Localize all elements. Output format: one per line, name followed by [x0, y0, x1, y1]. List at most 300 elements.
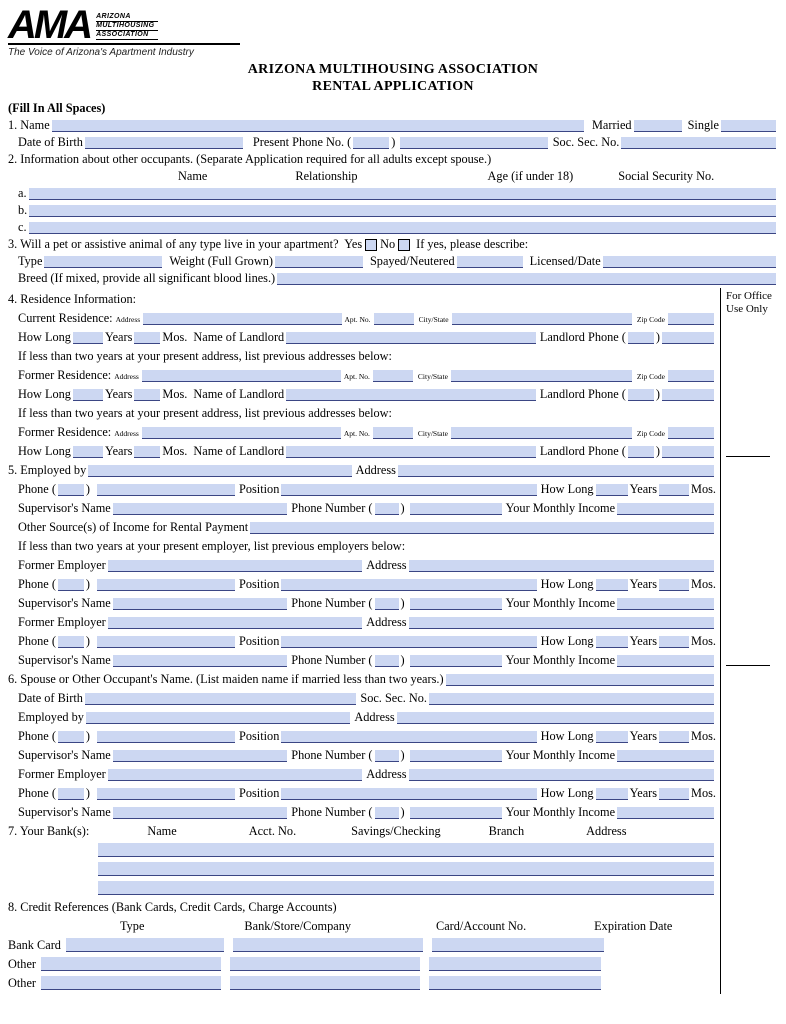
spouse-work-area-field[interactable]: [58, 731, 84, 743]
credit-heading-line: [8, 896, 716, 915]
current-citystate-field[interactable]: [452, 313, 632, 325]
bank-col-acct-label: Acct. No.: [248, 824, 297, 838]
label: ): [400, 748, 405, 762]
occupant-c-label: c.: [18, 220, 27, 234]
former-emp1-area-field[interactable]: [58, 579, 84, 591]
current-residence-line: [8, 307, 716, 326]
fill-in-line: [8, 99, 778, 116]
office-use-column: [720, 288, 778, 994]
former2-phone-line: [8, 630, 716, 649]
citystate-small-label: City/State: [418, 315, 449, 324]
former-emp2-area-field[interactable]: [58, 636, 84, 648]
ama-logo-top: [8, 3, 240, 47]
employer-line: [8, 459, 716, 478]
employ-months-field[interactable]: [659, 484, 689, 496]
spouse-dob-line: [8, 687, 716, 706]
former2-zip-field[interactable]: [668, 427, 714, 439]
spouse-employer-field[interactable]: [86, 712, 350, 724]
bankcard-company-field[interactable]: [233, 938, 423, 952]
work-phone-line: [8, 478, 716, 497]
occupant-a-label: a.: [18, 186, 27, 200]
ssn-label: Soc. Sec. No.: [552, 135, 620, 149]
label: ): [400, 653, 405, 667]
former2-supervisor-line: [8, 649, 716, 668]
former-employer2-field[interactable]: [108, 617, 363, 629]
address-label: Address: [366, 558, 407, 572]
occupant-b-line: [8, 201, 778, 218]
years-label: Years: [104, 387, 133, 401]
landlord-phone-label: Landlord Phone (: [539, 330, 626, 344]
phone-label: Phone (: [18, 634, 56, 648]
spouse-supervisor-field[interactable]: [113, 750, 288, 762]
bank-row-1: [8, 839, 716, 858]
former-residence-label: Former Residence:: [18, 425, 112, 439]
spouse-former-years-field[interactable]: [596, 788, 628, 800]
occupant-a-line: [8, 184, 778, 201]
former-residence-1-line: [8, 364, 716, 383]
other-label: Other: [8, 957, 36, 971]
monthly-income-label: Your Monthly Income: [505, 653, 616, 667]
spouse-former-sup-area-field[interactable]: [375, 807, 399, 819]
ssn-label: Soc. Sec. No.: [360, 691, 427, 705]
bankcard-type-field[interactable]: [66, 938, 224, 952]
current-landlord-area-field[interactable]: [628, 332, 654, 344]
present-phone-label: Present Phone No. (: [252, 135, 352, 149]
pet-describe-label: If yes, please describe:: [416, 237, 529, 251]
former-emp2-sup-phone-field[interactable]: [410, 655, 502, 667]
fill-all-spaces-label: (Fill In All Spaces): [8, 101, 106, 115]
label: ): [391, 135, 396, 149]
other-label: Other: [8, 976, 36, 990]
spouse-sup-phone-field[interactable]: [410, 750, 502, 762]
how-long-label: How Long: [18, 444, 71, 458]
pet-weight-label: Weight (Full Grown): [169, 254, 273, 268]
spouse-former-area-field[interactable]: [58, 788, 84, 800]
occupant-c-line: [8, 218, 778, 235]
current-address-field[interactable]: [143, 313, 341, 325]
spouse-former-sup-phone-field[interactable]: [410, 807, 502, 819]
how-long-label: How Long: [18, 330, 71, 344]
name-label: 1. Name: [8, 118, 50, 132]
label: ): [400, 501, 405, 515]
apt-small-label: Apt. No.: [343, 429, 370, 438]
zip-small-label: Zip Code: [636, 429, 665, 438]
former2-landlord-area-field[interactable]: [628, 446, 654, 458]
ssn-field[interactable]: [621, 137, 776, 149]
former2-months-field[interactable]: [134, 446, 160, 458]
months-label: Mos.: [691, 729, 716, 743]
monthly-income-label: Your Monthly Income: [505, 805, 616, 819]
work-phone-area-field[interactable]: [58, 484, 84, 496]
employed-by-label: Employed by: [18, 710, 84, 724]
former1-apt-field[interactable]: [373, 370, 413, 382]
pet-detail-line: [8, 252, 778, 269]
position-label: Position: [239, 577, 280, 591]
single-field[interactable]: [721, 120, 776, 132]
phone-number-field[interactable]: [400, 137, 547, 149]
pet-breed-field[interactable]: [277, 273, 776, 285]
married-field[interactable]: [634, 120, 682, 132]
residence-heading: 4. Residence Information:: [8, 292, 137, 306]
phone-area-field[interactable]: [353, 137, 389, 149]
phone-label: Phone (: [18, 482, 56, 496]
months-label: Mos.: [162, 444, 188, 458]
spouse-former-supervisor-field[interactable]: [113, 807, 288, 819]
former1-phone-line: [8, 573, 716, 592]
landlord-label: Name of Landlord: [193, 330, 285, 344]
banks-heading: 7. Your Bank(s):: [8, 824, 90, 838]
credit-other-row-2: [8, 972, 716, 991]
credit-col-account-label: Card/Account No.: [436, 919, 527, 933]
years-label: Years: [104, 330, 133, 344]
employed-by-label: 5. Employed by: [8, 463, 87, 477]
former-emp2-income-field[interactable]: [617, 655, 714, 667]
landlord-label: Name of Landlord: [193, 444, 285, 458]
other-income-line: [8, 516, 716, 535]
spouse-sup-area-field[interactable]: [375, 750, 399, 762]
monthly-income-label: Your Monthly Income: [505, 596, 616, 610]
spouse-former-income-field[interactable]: [617, 807, 714, 819]
spouse-former-employer-field[interactable]: [108, 769, 363, 781]
former-employer-1-line: [8, 554, 716, 573]
former-employer1-field[interactable]: [108, 560, 363, 572]
employer-field[interactable]: [88, 465, 351, 477]
former1-zip-field[interactable]: [668, 370, 714, 382]
current-months-field[interactable]: [134, 332, 160, 344]
bank-col-branch-label: Branch: [488, 824, 525, 838]
address-small-label: Address: [114, 429, 139, 438]
pet-breed-line: [8, 269, 778, 286]
former-emp1-position-field[interactable]: [281, 579, 536, 591]
current-residence-label: Current Residence:: [18, 311, 113, 325]
dob-label: Date of Birth: [18, 135, 83, 149]
months-label: Mos.: [691, 577, 716, 591]
occupant-b-field[interactable]: [29, 205, 776, 217]
bank-card-row: [8, 934, 716, 953]
pet-weight-field[interactable]: [275, 256, 363, 268]
label: ): [655, 330, 660, 344]
months-label: Mos.: [691, 482, 716, 496]
former1-landlord-area-field[interactable]: [628, 389, 654, 401]
spouse-name-field[interactable]: [446, 674, 714, 686]
name-field[interactable]: [52, 120, 584, 132]
banks-header-line: [8, 820, 716, 839]
spouse-dob-field[interactable]: [85, 693, 356, 705]
spouse-income-field[interactable]: [617, 750, 714, 762]
phone-label: Phone (: [18, 729, 56, 743]
top-lines: [8, 99, 778, 286]
spouse-ssn-field[interactable]: [429, 693, 714, 705]
former-residence-label: Former Residence:: [18, 368, 112, 382]
apt-small-label: Apt. No.: [344, 315, 371, 324]
spouse-heading: 6. Spouse or Other Occupant's Name. (List maiden name if married less than two years.): [8, 672, 444, 686]
occupant-c-field[interactable]: [29, 222, 776, 234]
spouse-supervisor-line: [8, 744, 716, 763]
ama-logo-sub-line: ARIZONA: [96, 13, 158, 22]
landlord-label: Name of Landlord: [193, 387, 285, 401]
label: ): [85, 786, 91, 800]
former-emp1-income-field[interactable]: [617, 598, 714, 610]
lower-form-area: [8, 288, 778, 994]
form-title: ARIZONA MULTIHOUSING ASSOCIATION: [247, 62, 539, 77]
former-emp2-months-field[interactable]: [659, 636, 689, 648]
other1-type-field[interactable]: [41, 957, 221, 971]
pet-question-label: 3. Will a pet or assistive animal of any type live in your apartment? Yes: [8, 237, 363, 251]
former2-apt-field[interactable]: [373, 427, 413, 439]
previous-address-note: If less than two years at your present address, list previous addresses below:: [18, 406, 392, 420]
bank-row-3: [8, 877, 716, 896]
phone-label: Phone (: [18, 577, 56, 591]
bank-row-2-field[interactable]: [98, 862, 714, 876]
label: ): [85, 482, 91, 496]
former1-address-field[interactable]: [142, 370, 341, 382]
office-entry-line: [726, 665, 770, 666]
label: ): [85, 729, 91, 743]
address-label: Address: [366, 615, 407, 629]
former-emp1-sup-area-field[interactable]: [375, 598, 399, 610]
spouse-employ-months-field[interactable]: [659, 731, 689, 743]
former2-landlord-field[interactable]: [286, 446, 536, 458]
former1-months-field[interactable]: [134, 389, 160, 401]
col-relationship-label: Relationship: [295, 169, 358, 183]
supervisor-name-field[interactable]: [113, 503, 288, 515]
col-name-label: Name: [178, 169, 208, 183]
how-long-label: How Long: [540, 577, 594, 591]
former2-howlong-line: [8, 440, 716, 459]
former-emp1-phone-field[interactable]: [97, 579, 235, 591]
spouse-former-phone-field[interactable]: [97, 788, 235, 800]
spouse-name-line: [8, 668, 716, 687]
credit-header-line: [8, 915, 716, 934]
former-emp1-supervisor-field[interactable]: [113, 598, 288, 610]
spouse-former-supervisor-line: [8, 801, 716, 820]
former-emp1-months-field[interactable]: [659, 579, 689, 591]
former1-supervisor-line: [8, 592, 716, 611]
credit-col-type-label: Type: [120, 919, 145, 933]
pet-type-field[interactable]: [44, 256, 162, 268]
bank-row-3-field[interactable]: [98, 881, 714, 895]
pet-no-label: No: [380, 237, 396, 251]
pet-yes-checkbox[interactable]: [365, 239, 377, 251]
years-label: Years: [629, 729, 658, 743]
main-lines: [8, 288, 716, 994]
landlord-phone-label: Landlord Phone (: [539, 387, 626, 401]
former-emp2-sup-area-field[interactable]: [375, 655, 399, 667]
former-emp2-years-field[interactable]: [596, 636, 628, 648]
other-income-label: Other Source(s) of Income for Rental Payment: [18, 520, 249, 534]
pet-spayed-field[interactable]: [457, 256, 523, 268]
supervisor-label: Supervisor's Name: [18, 748, 111, 762]
bank-row-2: [8, 858, 716, 877]
former2-landlord-phone-field[interactable]: [662, 446, 714, 458]
landlord-phone-label: Landlord Phone (: [539, 444, 626, 458]
months-label: Mos.: [691, 786, 716, 800]
ama-logo-subtext: [96, 13, 158, 42]
phone-number-label: Phone Number (: [291, 748, 373, 762]
previous-address-note-line: [8, 345, 716, 364]
how-long-label: How Long: [540, 786, 594, 800]
address-label: Address: [366, 767, 407, 781]
credit-col-company-label: Bank/Store/Company: [244, 919, 351, 933]
header: [8, 3, 778, 95]
former-emp1-sup-phone-field[interactable]: [410, 598, 502, 610]
pet-type-label: Type: [18, 254, 43, 268]
previous-employer-note-line: [8, 535, 716, 554]
zip-small-label: Zip Code: [636, 372, 665, 381]
phone-number-label: Phone Number (: [291, 501, 373, 515]
address-label: Address: [355, 463, 396, 477]
other2-account-field[interactable]: [429, 976, 601, 990]
position-label: Position: [239, 786, 280, 800]
supervisor-line: [8, 497, 716, 516]
spouse-former-position-field[interactable]: [281, 788, 536, 800]
other1-account-field[interactable]: [429, 957, 601, 971]
zip-small-label: Zip Code: [636, 315, 665, 324]
citystate-small-label: City/State: [417, 372, 448, 381]
credit-col-expiration-label: Expiration Date: [594, 919, 673, 933]
former-emp2-phone-field[interactable]: [97, 636, 235, 648]
former-employer1-address-field[interactable]: [409, 560, 714, 572]
spouse-work-phone-field[interactable]: [97, 731, 235, 743]
former-emp2-supervisor-field[interactable]: [113, 655, 288, 667]
phone-number-label: Phone Number (: [291, 653, 373, 667]
pet-no-checkbox[interactable]: [398, 239, 410, 251]
bank-col-type-label: Savings/Checking: [351, 824, 441, 838]
other-income-field[interactable]: [250, 522, 714, 534]
credit-heading: 8. Credit References (Bank Cards, Credit Cards, Charge Accounts): [8, 900, 337, 914]
current-landlord-phone-field[interactable]: [662, 332, 714, 344]
spouse-former-employer-line: [8, 763, 716, 782]
supervisor-label: Supervisor's Name: [18, 653, 111, 667]
former-emp2-position-field[interactable]: [281, 636, 536, 648]
ama-logo-text: AMA: [8, 3, 91, 47]
supervisor-phone-field[interactable]: [410, 503, 502, 515]
pet-license-field[interactable]: [603, 256, 776, 268]
current-zip-field[interactable]: [668, 313, 714, 325]
years-label: Years: [629, 634, 658, 648]
occupants-header-row: [8, 167, 778, 184]
how-long-label: How Long: [540, 634, 594, 648]
ama-logo-sub-line: ASSOCIATION: [96, 31, 158, 40]
years-label: Years: [629, 786, 658, 800]
apt-small-label: Apt. No.: [343, 372, 370, 381]
former2-citystate-field[interactable]: [451, 427, 632, 439]
years-label: Years: [104, 444, 133, 458]
credit-other-row-1: [8, 953, 716, 972]
label: ): [400, 805, 405, 819]
former2-years-field[interactable]: [73, 446, 103, 458]
dob-field[interactable]: [85, 137, 243, 149]
current-apt-field[interactable]: [374, 313, 414, 325]
previous-employer-note: If less than two years at your present employer, list previous employers below:: [18, 539, 406, 553]
months-label: Mos.: [691, 634, 716, 648]
address-small-label: Address: [115, 315, 141, 324]
office-use-label-line1: For Office: [726, 290, 772, 302]
employ-years-field[interactable]: [596, 484, 628, 496]
married-label: Married: [591, 118, 632, 132]
phone-number-label: Phone Number (: [291, 596, 373, 610]
work-phone-field[interactable]: [97, 484, 235, 496]
supervisor-label: Supervisor's Name: [18, 596, 111, 610]
phone-number-label: Phone Number (: [291, 805, 373, 819]
col-ssn-label: Social Security No.: [618, 169, 715, 183]
bankcard-account-field[interactable]: [432, 938, 604, 952]
previous-address-note: If less than two years at your present address, list previous addresses below:: [18, 349, 392, 363]
former1-years-field[interactable]: [73, 389, 103, 401]
pet-question-line: [8, 235, 778, 252]
former1-landlord-field[interactable]: [286, 389, 536, 401]
other1-company-field[interactable]: [230, 957, 420, 971]
bank-col-address-label: Address: [586, 824, 627, 838]
occupant-b-label: b.: [18, 203, 28, 217]
address-label: Address: [354, 710, 395, 724]
label: ): [85, 577, 91, 591]
bank-col-name-label: Name: [147, 824, 177, 838]
label: ): [655, 444, 660, 458]
monthly-income-field[interactable]: [617, 503, 714, 515]
spouse-phone-line: [8, 725, 716, 744]
supervisor-label: Supervisor's Name: [18, 501, 111, 515]
position-label: Position: [239, 482, 280, 496]
how-long-label: How Long: [540, 729, 594, 743]
former-employer2-address-field[interactable]: [409, 617, 714, 629]
monthly-income-label: Your Monthly Income: [505, 501, 616, 515]
dob-line: [8, 133, 778, 150]
position-field[interactable]: [281, 484, 536, 496]
former1-landlord-phone-field[interactable]: [662, 389, 714, 401]
former-employer-label: Former Employer: [18, 767, 106, 781]
logo-tagline: The Voice of Arizona's Apartment Industry: [8, 47, 194, 58]
previous-address-note-line-2: [8, 402, 716, 421]
current-landlord-field[interactable]: [286, 332, 536, 344]
bank-row-1-field[interactable]: [98, 843, 714, 857]
how-long-label: How Long: [18, 387, 71, 401]
supervisor-area-field[interactable]: [375, 503, 399, 515]
address-small-label: Address: [114, 372, 139, 381]
dob-label: Date of Birth: [18, 691, 83, 705]
ama-logo: [8, 3, 240, 59]
position-label: Position: [239, 729, 280, 743]
name-line: [8, 116, 778, 133]
former-employer-label: Former Employer: [18, 558, 106, 572]
other2-type-field[interactable]: [41, 976, 221, 990]
former2-address-field[interactable]: [142, 427, 341, 439]
occupants-heading-line: [8, 150, 778, 167]
current-years-field[interactable]: [73, 332, 103, 344]
spouse-employer-address-field[interactable]: [397, 712, 714, 724]
phone-label: Phone (: [18, 786, 56, 800]
other2-company-field[interactable]: [230, 976, 420, 990]
former1-citystate-field[interactable]: [451, 370, 632, 382]
employer-address-field[interactable]: [398, 465, 714, 477]
spouse-former-employer-address-field[interactable]: [409, 769, 714, 781]
label: ): [400, 596, 405, 610]
monthly-income-label: Your Monthly Income: [505, 748, 616, 762]
single-label: Single: [687, 118, 719, 132]
occupant-a-field[interactable]: [29, 188, 776, 200]
office-use-label-line2: Use Only: [726, 303, 768, 315]
supervisor-label: Supervisor's Name: [18, 805, 111, 819]
former-residence-2-line: [8, 421, 716, 440]
ama-logo-sub-line: MULTIHOUSING: [96, 22, 158, 31]
current-howlong-line: [8, 326, 716, 345]
former-emp1-years-field[interactable]: [596, 579, 628, 591]
position-label: Position: [239, 634, 280, 648]
spouse-former-months-field[interactable]: [659, 788, 689, 800]
bank-card-label: Bank Card: [8, 938, 61, 952]
spouse-employ-years-field[interactable]: [596, 731, 628, 743]
spouse-position-field[interactable]: [281, 731, 536, 743]
